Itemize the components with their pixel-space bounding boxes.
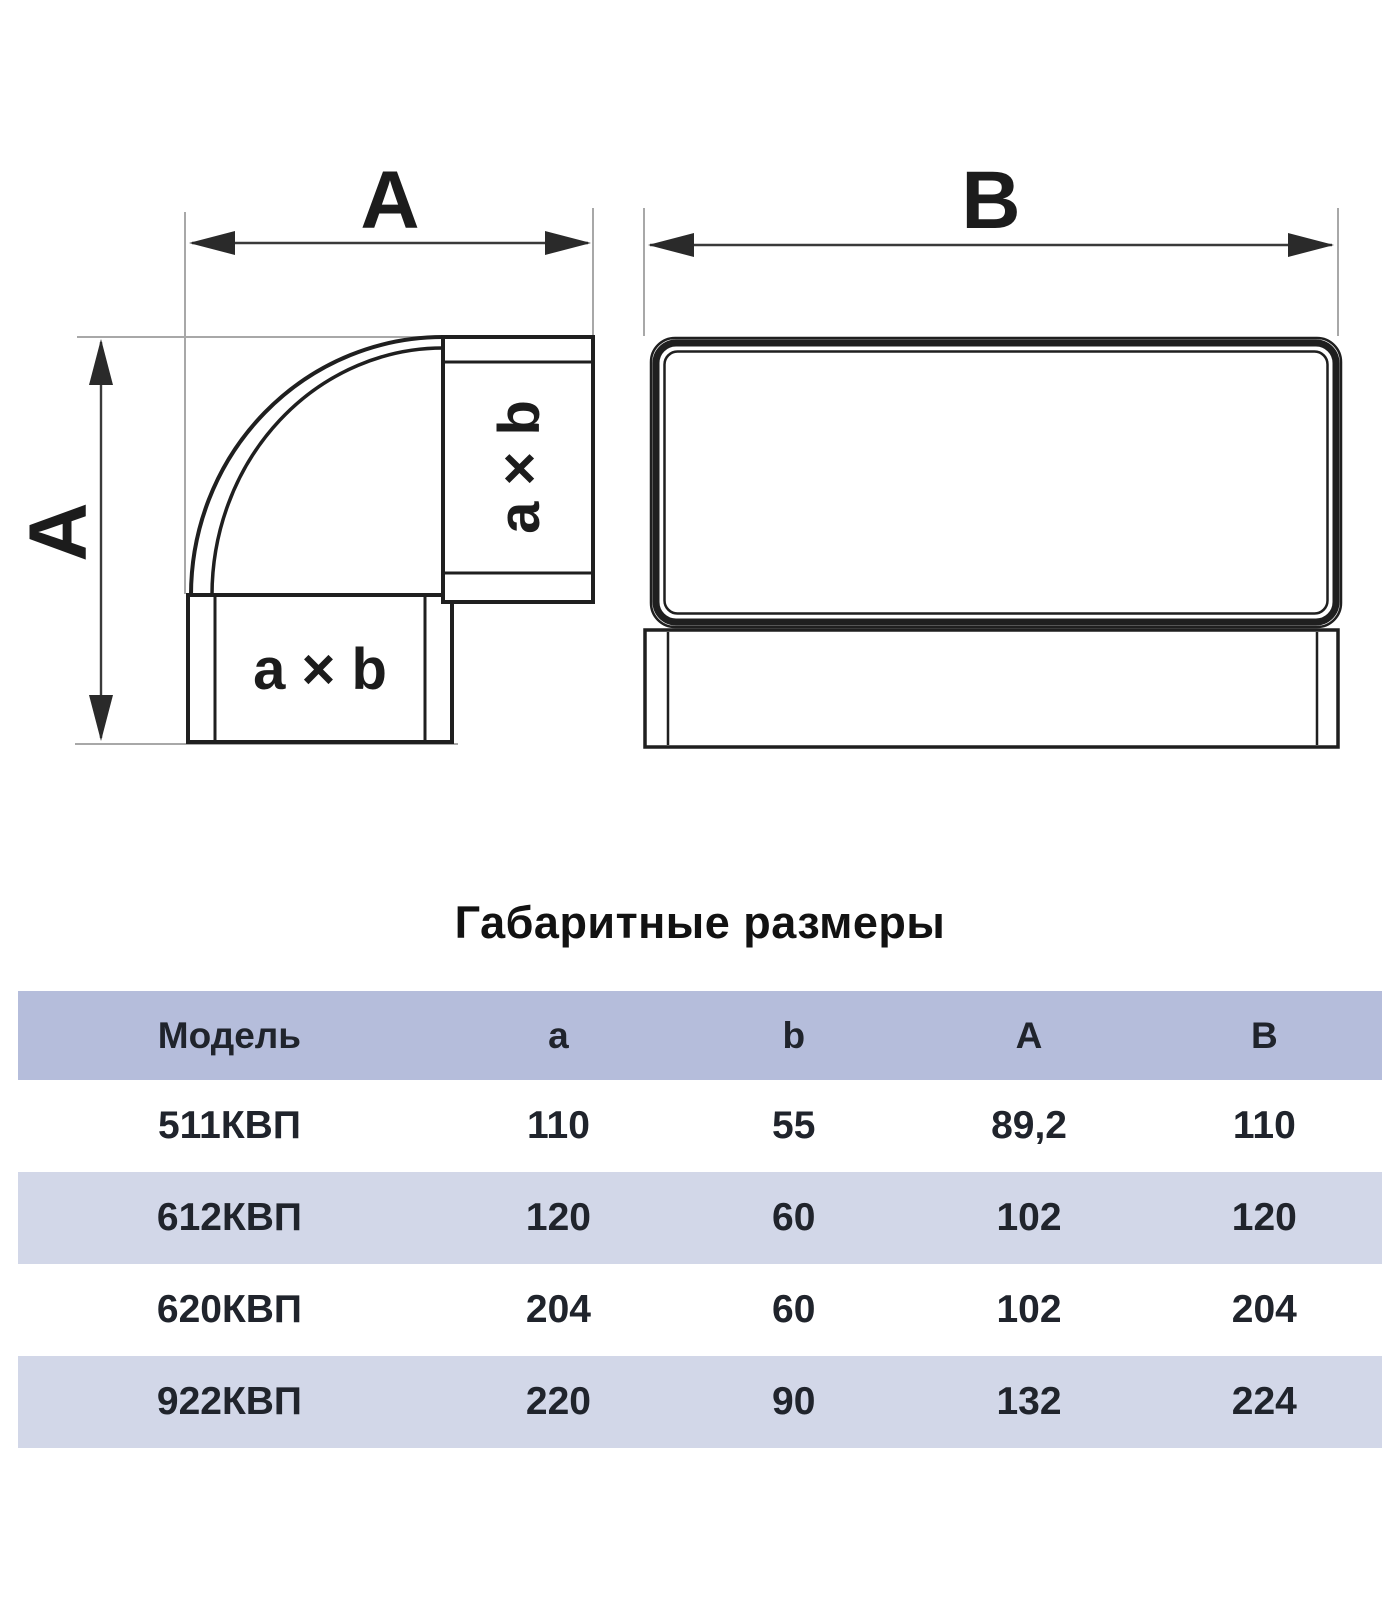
socket-right-section-label: a × b <box>487 400 552 534</box>
cell-A: 102 <box>996 1196 1062 1239</box>
column-header-B: B <box>1250 1014 1278 1056</box>
dimensions-table <box>18 991 1382 1448</box>
cell-b: 55 <box>772 1104 816 1147</box>
arrowhead-left-icon <box>648 233 694 257</box>
table-header-row <box>18 991 1382 1080</box>
cell-B: 204 <box>1231 1288 1297 1331</box>
cell-a: 204 <box>525 1288 591 1331</box>
cell-model: 511КВП <box>157 1104 301 1147</box>
cell-A: 102 <box>996 1288 1062 1331</box>
arrowhead-down-icon <box>89 695 113 741</box>
cell-a: 120 <box>525 1196 591 1239</box>
table-row <box>18 1356 1382 1448</box>
column-header-b: b <box>782 1014 806 1056</box>
cell-a: 110 <box>527 1104 590 1147</box>
cell-a: 220 <box>525 1380 591 1423</box>
collar-inner-contour <box>665 352 1328 614</box>
column-header-model: Модель <box>157 1014 302 1056</box>
table-row <box>18 1080 1382 1172</box>
table-title: Габаритные размеры <box>454 897 946 948</box>
socket-bottom-section-label: a × b <box>253 637 387 702</box>
collar-mid-contour <box>656 343 1336 622</box>
cell-b: 90 <box>772 1380 816 1423</box>
table-row <box>18 1172 1382 1264</box>
elbow-side-view <box>188 337 593 742</box>
cell-model: 612КВП <box>156 1196 302 1239</box>
cell-A: 132 <box>996 1380 1062 1423</box>
cell-B: 224 <box>1231 1380 1297 1423</box>
dim-label-B-top: B <box>961 155 1021 246</box>
dim-label-A-top: A <box>360 155 420 246</box>
cell-B: 120 <box>1231 1196 1297 1239</box>
cell-model: 620КВП <box>156 1288 302 1331</box>
elbow-inner-arc <box>212 348 443 595</box>
cell-b: 60 <box>772 1196 816 1239</box>
cell-model: 922КВП <box>156 1380 302 1423</box>
arrowhead-right-icon <box>545 231 591 255</box>
column-header-a: a <box>548 1014 569 1056</box>
arrowhead-up-icon <box>89 339 113 385</box>
column-header-A: A <box>1015 1014 1043 1056</box>
dim-label-A-side: A <box>13 502 104 562</box>
front-view-duct-body <box>645 630 1338 747</box>
cell-B: 110 <box>1232 1104 1296 1147</box>
table-row <box>18 1264 1382 1356</box>
elbow-front-view <box>645 338 1341 747</box>
cell-b: 60 <box>772 1288 816 1331</box>
arrowhead-right-icon <box>1288 233 1334 257</box>
elbow-outer-arc <box>191 337 443 595</box>
collar-outer-contour <box>651 338 1341 627</box>
cell-A: 89,2 <box>991 1104 1067 1147</box>
arrowhead-left-icon <box>189 231 235 255</box>
